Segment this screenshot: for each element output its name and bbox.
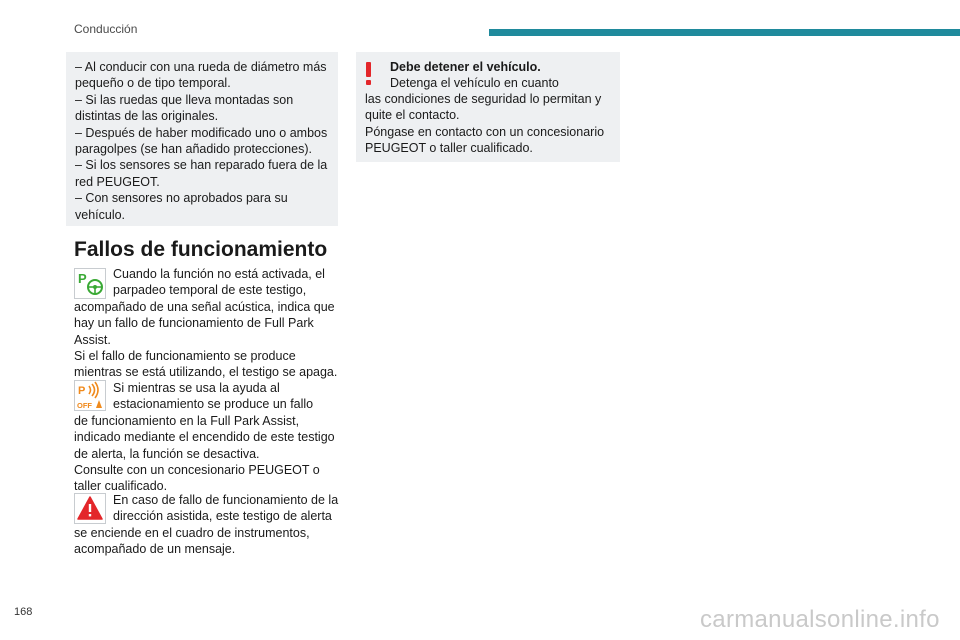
para-sensor-off-b: de funcionamiento en la Full Park Assist, indicado mediante el encendido de este testigo de alerta, la función se desactiva. <box>74 414 335 461</box>
warning-line: Detenga el vehículo en cuanto <box>390 76 559 90</box>
condition-item: – Si los sensores se han reparado fuera de la red PEUGEOT. <box>75 158 328 189</box>
para-park-assist-a: Cuando la función no está activada, el parpadeo temporal de este testigo, <box>113 267 325 298</box>
svg-text:P: P <box>78 271 87 286</box>
warning-line-cont: las condiciones de seguridad lo permitan y quite el contacto. <box>365 92 602 123</box>
svg-text:OFF: OFF <box>77 401 92 410</box>
section-label: Conducción <box>74 22 138 36</box>
exclamation-icon <box>366 62 371 85</box>
warning-text <box>365 91 615 157</box>
park-assist-icon <box>74 268 106 299</box>
conditions-box <box>66 52 338 226</box>
section-heading: Fallos de funcionamiento <box>74 238 328 261</box>
para-steering-a: En caso de fallo de funcionamiento de la dirección asistida, este testigo de alerta <box>113 493 339 524</box>
warning-contact: Póngase en contacto con un concesionario PEUGEOT o taller cualificado. <box>365 124 605 156</box>
condition-item: – Con sensores no aprobados para su vehículo. <box>75 191 288 222</box>
condition-item: – Si las ruedas que lleva montadas son distintas de las originales. <box>75 92 294 124</box>
para-park-assist-b: acompañado de una señal acústica, indica que hay un fallo de funcionamiento de Full Park Assist. <box>74 300 335 347</box>
park-sensor-off-icon <box>74 380 106 411</box>
svg-text:P: P <box>78 385 86 397</box>
para-fault-in-use: Si el fallo de funcionamiento se produce mientras se está utilizando, el testigo se apaga. <box>74 349 338 380</box>
warning-title: Debe detener el vehículo. <box>390 60 541 74</box>
watermark: carmanualsonline.info <box>700 606 940 633</box>
header-accent-bar <box>489 29 960 36</box>
para-steering-b: se enciende en el cuadro de instrumentos, acompañado de un mensaje. <box>74 526 310 557</box>
warning-triangle-icon <box>74 493 106 524</box>
warning-box <box>356 52 620 162</box>
condition-item: – Al conducir con una rueda de diámetro más pequeño o de tipo temporal. <box>75 60 327 91</box>
para-sensor-off-a: Si mientras se usa la ayuda al estacionamiento se produce un fallo <box>113 381 314 412</box>
page-number: 168 <box>14 606 33 618</box>
para-consult-dealer: Consulte con un concesionario PEUGEOT o taller cualificado. <box>74 463 320 494</box>
condition-item: – Después de haber modificado uno o ambos paragolpes (se han añadido protecciones). <box>75 125 328 157</box>
